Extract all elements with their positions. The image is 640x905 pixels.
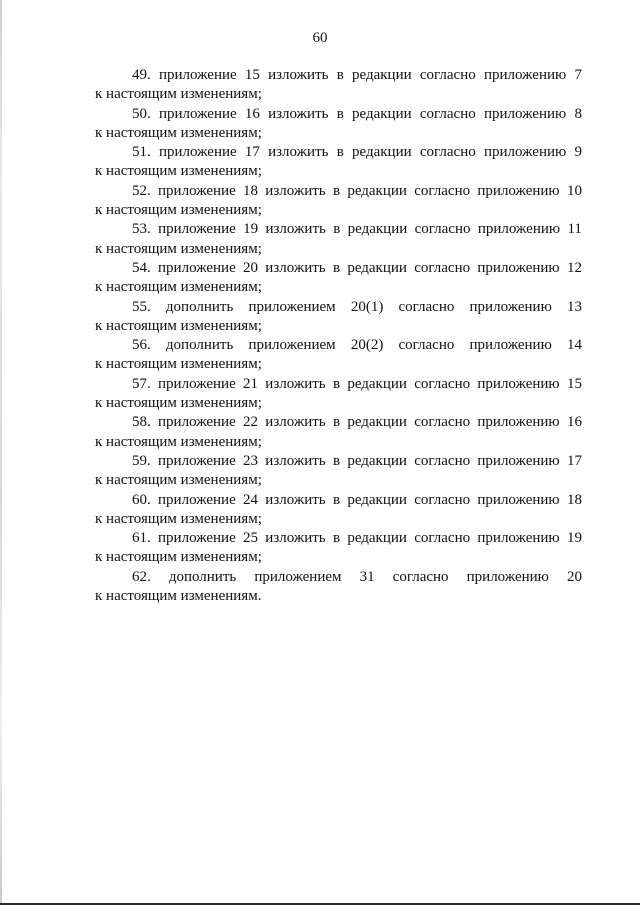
item-word: 56. [132, 337, 151, 354]
item-word: дополнить [165, 337, 234, 354]
item-word: 17 [244, 144, 260, 161]
item-first-line [95, 491, 582, 510]
item-continuation: к настоящим изменениям. [95, 588, 262, 605]
item-word: приложению [477, 414, 560, 431]
item-word: согласно [392, 568, 449, 585]
item-continuation: к настоящим изменениям; [95, 202, 262, 219]
item-word: 13 [566, 298, 582, 315]
item-word: приложением [248, 298, 336, 315]
item-word: приложение [158, 491, 236, 508]
item-word: изложить [265, 452, 326, 469]
item-word: приложению [483, 144, 567, 161]
item-word: изложить [265, 259, 326, 276]
item-word: 51. [132, 144, 151, 161]
item-word: приложению [477, 530, 560, 547]
item-word: изложить [265, 530, 326, 547]
item-first-line [95, 143, 582, 162]
item-word: приложение [158, 530, 236, 547]
item-first-line [95, 105, 582, 124]
item-word: редакции [347, 259, 407, 276]
item-continuation: к настоящим изменениям; [95, 395, 262, 412]
item-word: 15 [244, 67, 260, 83]
item-first-line [95, 259, 582, 278]
item-word: 9 [574, 144, 582, 161]
item-word: в [332, 414, 341, 431]
item-first-line [95, 452, 582, 471]
list-item [95, 182, 582, 221]
item-word: приложению [477, 491, 560, 508]
list-item [95, 529, 582, 568]
list-item [95, 375, 582, 414]
item-word: 20(1) [350, 298, 384, 315]
item-word: в [332, 182, 341, 199]
item-word: согласно [414, 452, 471, 469]
item-word: 18 [243, 182, 259, 199]
item-word: 22 [243, 414, 259, 431]
item-continuation: к настоящим изменениям; [95, 124, 262, 141]
item-word: 19 [243, 221, 259, 238]
item-word: 20 [243, 259, 259, 276]
list-item [95, 336, 582, 375]
item-word: в [332, 259, 341, 276]
item-continuation: к настоящим изменениям; [95, 356, 262, 373]
item-first-line [95, 336, 582, 355]
item-word: редакции [352, 144, 412, 161]
item-continuation: к настоящим изменениям; [95, 433, 262, 450]
item-word: приложение [158, 105, 237, 122]
item-first-line [95, 413, 582, 432]
list-item [95, 452, 582, 491]
item-word: 59. [132, 452, 151, 469]
item-word: изложить [268, 67, 329, 83]
item-continuation: к настоящим изменениям; [95, 279, 262, 296]
item-word: редакции [352, 105, 412, 122]
item-word: изложить [268, 144, 329, 161]
list-item [95, 491, 582, 530]
item-word: приложение [158, 259, 236, 276]
item-first-line [95, 375, 582, 394]
list-item [95, 298, 582, 337]
item-word: 61. [132, 530, 151, 547]
item-word: изложить [268, 105, 329, 122]
item-word: 60. [132, 491, 151, 508]
item-word: согласно [398, 337, 455, 354]
item-word: приложение [158, 452, 236, 469]
item-word: согласно [419, 144, 476, 161]
item-word: приложению [477, 452, 560, 469]
item-word: приложению [477, 221, 561, 238]
item-word: 7 [574, 67, 582, 83]
item-word: приложению [483, 105, 567, 122]
item-word: дополнить [168, 568, 237, 585]
item-continuation: к настоящим изменениям; [95, 472, 262, 489]
item-word: приложением [248, 337, 336, 354]
item-word: 50. [132, 105, 151, 122]
item-word: 49. [132, 67, 151, 83]
item-word: приложение [158, 67, 237, 83]
item-word: согласно [414, 182, 471, 199]
item-first-line [95, 182, 582, 201]
item-word: приложение [158, 144, 237, 161]
amendment-list [95, 66, 582, 606]
item-word: 12 [566, 259, 582, 276]
item-word: 18 [566, 491, 582, 508]
item-word: в [332, 452, 341, 469]
item-first-line [95, 568, 582, 587]
item-word: 17 [566, 452, 582, 469]
item-word: приложением [254, 568, 342, 585]
item-first-line [95, 220, 582, 239]
item-word: редакции [347, 182, 407, 199]
item-continuation: к настоящим изменениям; [95, 317, 262, 334]
item-word: 20(2) [350, 337, 384, 354]
item-word: изложить [265, 182, 326, 199]
item-word: изложить [265, 491, 326, 508]
item-word: 21 [243, 375, 259, 392]
item-word: приложению [483, 67, 567, 83]
item-word: изложить [265, 221, 326, 238]
item-continuation: к настоящим изменениям; [95, 86, 262, 103]
item-word: редакции [347, 452, 407, 469]
item-word: редакции [347, 375, 407, 392]
item-word: приложение [158, 375, 236, 392]
item-word: приложению [469, 298, 552, 315]
list-item [95, 413, 582, 452]
list-item [95, 259, 582, 298]
item-word: в [333, 221, 341, 238]
item-word: приложение [158, 414, 236, 431]
item-word: 16 [566, 414, 582, 431]
item-word: изложить [265, 414, 326, 431]
item-word: согласно [414, 491, 471, 508]
item-word: редакции [347, 221, 408, 238]
item-word: согласно [414, 414, 471, 431]
scan-edge-left [0, 0, 2, 905]
item-word: дополнить [165, 298, 234, 315]
item-word: 19 [566, 530, 582, 547]
list-item [95, 105, 582, 144]
list-item [95, 143, 582, 182]
item-word: согласно [398, 298, 455, 315]
page-number: 60 [312, 30, 328, 46]
item-word: в [332, 491, 341, 508]
item-word: 15 [566, 375, 582, 392]
item-word: 23 [243, 452, 259, 469]
item-word: приложению [477, 375, 560, 392]
item-first-line [95, 66, 582, 85]
item-word: 14 [566, 337, 582, 354]
item-word: согласно [414, 221, 471, 238]
item-word: 55. [132, 298, 151, 315]
item-word: в [336, 67, 344, 83]
item-word: приложению [466, 568, 549, 585]
item-word: редакции [352, 67, 412, 83]
item-word: редакции [347, 530, 407, 547]
item-continuation: к настоящим изменениям; [95, 549, 262, 566]
item-word: 57. [132, 375, 151, 392]
item-word: приложение [158, 221, 236, 238]
item-continuation: к настоящим изменениям; [95, 510, 262, 527]
item-word: 25 [243, 530, 259, 547]
item-word: 31 [359, 568, 375, 585]
item-word: 52. [132, 182, 151, 199]
item-word: 54. [132, 259, 151, 276]
item-word: в [336, 105, 344, 122]
item-word: 20 [566, 568, 582, 585]
item-word: согласно [419, 105, 476, 122]
list-item [95, 220, 582, 259]
item-word: 8 [574, 105, 582, 122]
item-word: приложение [158, 182, 236, 199]
item-word: в [332, 375, 341, 392]
item-word: приложению [469, 337, 552, 354]
item-word: 53. [132, 221, 151, 238]
item-word: 24 [243, 491, 259, 508]
item-continuation: к настоящим изменениям; [95, 240, 262, 257]
item-first-line [95, 529, 582, 548]
item-word: приложению [477, 182, 560, 199]
list-item [95, 568, 582, 607]
item-word: согласно [414, 530, 471, 547]
item-word: приложению [477, 259, 560, 276]
item-word: согласно [419, 67, 476, 83]
item-word: в [332, 530, 341, 547]
item-word: 10 [566, 182, 582, 199]
item-word: редакции [347, 414, 407, 431]
item-word: 58. [132, 414, 151, 431]
item-word: согласно [414, 375, 471, 392]
item-continuation: к настоящим изменениям; [95, 163, 262, 180]
item-word: редакции [347, 491, 407, 508]
item-word: 11 [567, 221, 582, 238]
item-word: 16 [244, 105, 260, 122]
item-first-line [95, 298, 582, 317]
item-word: изложить [265, 375, 326, 392]
item-word: 62. [132, 568, 151, 585]
item-word: в [336, 144, 344, 161]
list-item [95, 66, 582, 105]
item-word: согласно [414, 259, 471, 276]
